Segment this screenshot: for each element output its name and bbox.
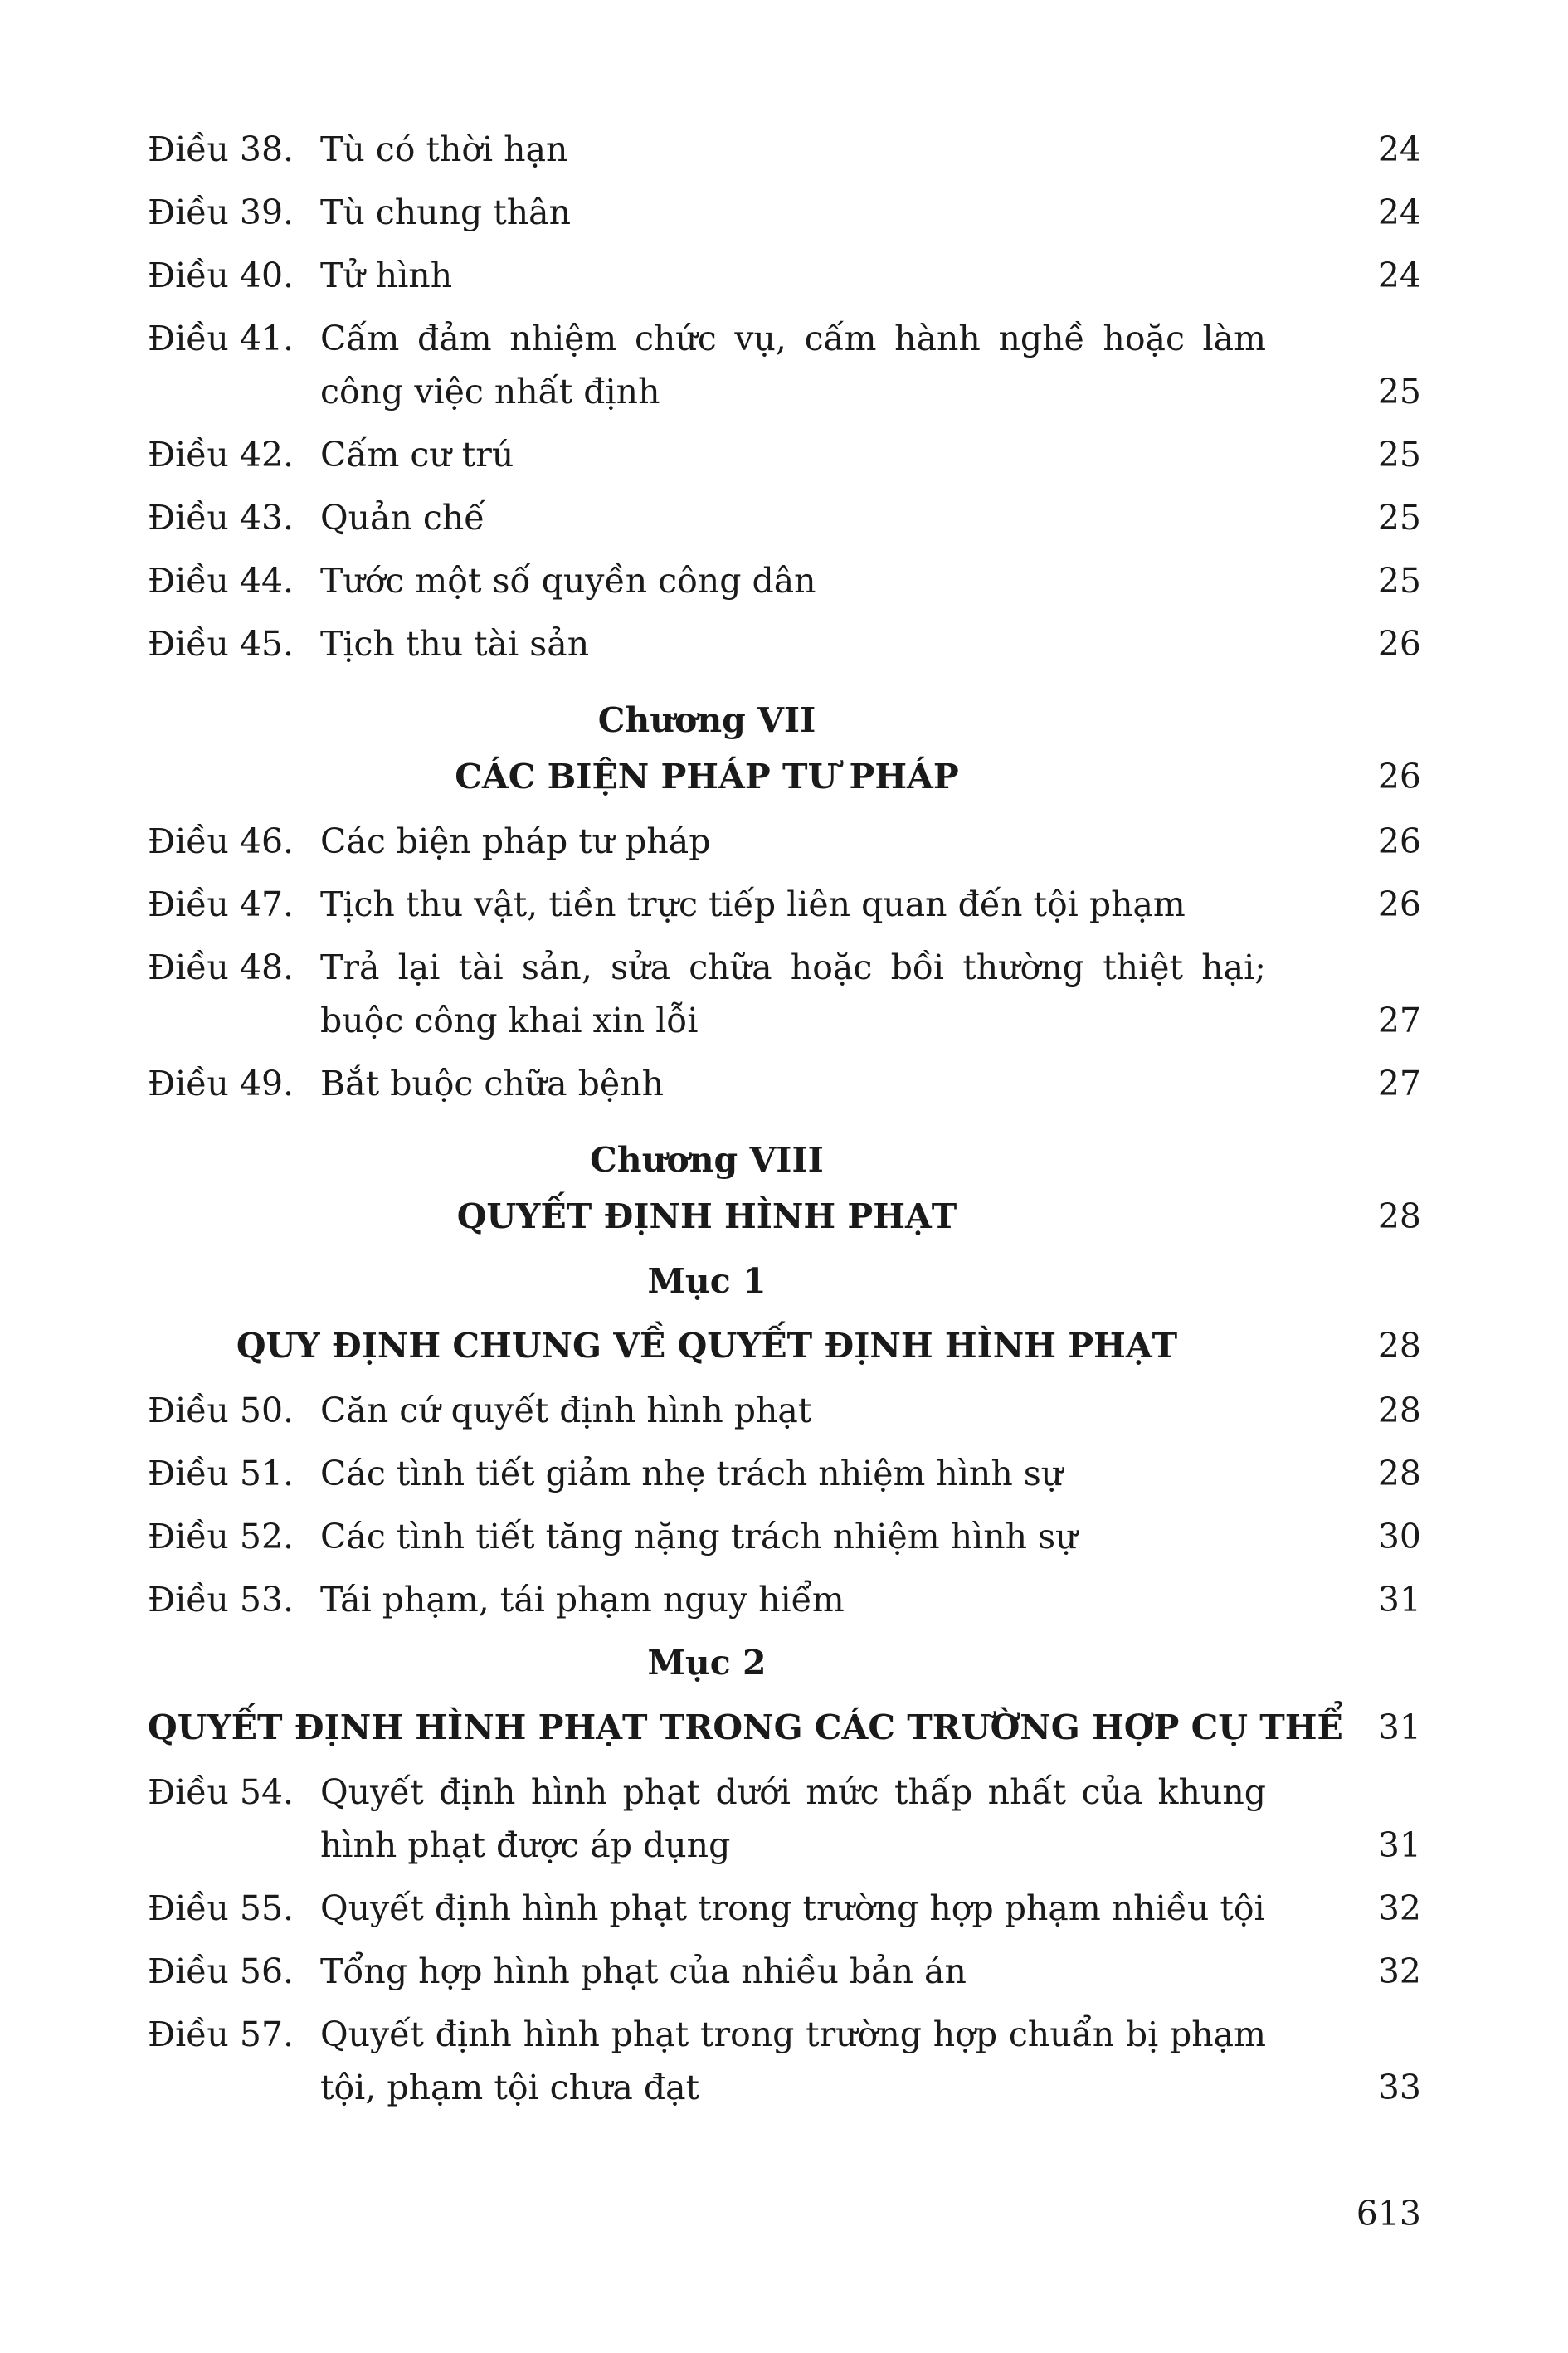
article-title: Tù chung thân [320,192,571,232]
article-number: Điều 46. [148,821,295,861]
article-title: Các biện pháp tư pháp [320,821,711,861]
article-title: Quyết định hình phạt trong trường hợp chuẩn bị phạm tội, phạm tội chưa đạt [320,2014,1266,2107]
article-number: Điều 54. [148,1772,295,1812]
page-number: 33 [1377,2068,1421,2107]
article-title: Quản chế [320,498,485,538]
page-number: 31 [1377,1580,1421,1620]
article-number: Điều 47. [148,884,295,924]
toc-entry [148,1057,1421,1110]
chapter-heading [148,1190,1421,1243]
section-label: Mục 2 [647,1643,767,1683]
page-number: 24 [1377,129,1421,169]
page-number: 26 [1377,821,1421,861]
article-number: Điều 41. [148,319,295,358]
chapter-title: QUYẾT ĐỊNH HÌNH PHẠT [456,1196,957,1236]
section-title: QUYẾT ĐỊNH HÌNH PHẠT TRONG CÁC TRƯỜNG HỢP CỤ THỂ [148,1708,1343,1747]
table-of-contents [148,123,1421,2124]
toc-entry [148,878,1421,931]
article-title: Các tình tiết giảm nhẹ trách nhiệm hình sự [320,1454,1064,1493]
article-number: Điều 39. [148,192,295,232]
toc-entry [148,428,1421,481]
toc-entry [148,491,1421,544]
toc-entry [148,249,1421,302]
section-label: Mục 1 [647,1261,767,1301]
page-number: 26 [1377,624,1421,664]
chapter-heading [148,750,1421,803]
page-number: 25 [1377,498,1421,538]
article-title: Tái phạm, tái phạm nguy hiểm [320,1580,845,1620]
page-number: 24 [1377,256,1421,295]
article-number: Điều 49. [148,1064,295,1103]
section-title: QUY ĐỊNH CHUNG VỀ QUYẾT ĐỊNH HÌNH PHẠT [236,1326,1178,1366]
chapter-label: Chương VII [597,700,816,740]
article-number: Điều 57. [148,2014,295,2054]
article-title: Các tình tiết tăng nặng trách nhiệm hình sự [320,1517,1078,1556]
page-number: 26 [1377,757,1421,797]
article-number: Điều 48. [148,948,295,987]
page-number: 26 [1377,884,1421,924]
article-number: Điều 38. [148,129,295,169]
chapter-label: Chương VIII [590,1140,824,1180]
toc-entry [148,123,1421,176]
article-title: Tịch thu tài sản [320,624,590,664]
article-number: Điều 43. [148,498,295,538]
page-number: 31 [1377,1708,1421,1747]
toc-entry [148,312,1421,418]
page-number: 27 [1377,1001,1421,1040]
toc-entry [148,1882,1421,1935]
page-number: 25 [1377,372,1421,412]
article-title: Tước một số quyền công dân [320,561,816,601]
page-number: 28 [1377,1326,1421,1366]
toc-entry [148,1447,1421,1500]
article-number: Điều 56. [148,1951,295,1991]
page-number: 30 [1377,1517,1421,1556]
section-heading [148,1319,1421,1372]
toc-entry [148,186,1421,239]
article-title: Trả lại tài sản, sửa chữa hoặc bồi thường thiệt hại; buộc công khai xin lỗi [320,948,1266,1040]
page-number: 28 [1377,1454,1421,1493]
article-title: Quyết định hình phạt dưới mức thấp nhất của khung hình phạt được áp dụng [320,1772,1266,1865]
article-title: Tử hình [320,256,453,295]
article-number: Điều 50. [148,1391,295,1430]
article-title: Quyết định hình phạt trong trường hợp phạm nhiều tội [320,1888,1265,1928]
page-number: 32 [1377,1951,1421,1991]
article-title: Căn cứ quyết định hình phạt [320,1391,812,1430]
toc-entry [148,1945,1421,1998]
article-title: Bắt buộc chữa bệnh [320,1064,664,1103]
article-number: Điều 42. [148,435,295,475]
toc-entry [148,941,1421,1047]
article-number: Điều 44. [148,561,295,601]
article-title: Tịch thu vật, tiền trực tiếp liên quan đến tội phạm [320,884,1186,924]
page-number: 25 [1377,435,1421,475]
article-number: Điều 51. [148,1454,295,1493]
page-number: 28 [1377,1391,1421,1430]
toc-entry [148,1766,1421,1872]
page-number: 25 [1377,561,1421,601]
page-number: 24 [1377,192,1421,232]
article-number: Điều 40. [148,256,295,295]
article-title: Tổng hợp hình phạt của nhiều bản án [320,1951,967,1991]
toc-entry [148,1384,1421,1437]
toc-entry [148,1510,1421,1563]
article-number: Điều 55. [148,1888,295,1928]
article-title: Cấm đảm nhiệm chức vụ, cấm hành nghề hoặc làm công việc nhất định [320,319,1266,412]
page-number: 27 [1377,1064,1421,1103]
article-number: Điều 52. [148,1517,295,1556]
toc-entry [148,815,1421,868]
section-heading [148,1701,1421,1754]
article-title: Cấm cư trú [320,435,514,475]
page-number: 32 [1377,1888,1421,1928]
page-folio-number: 613 [1356,2194,1421,2234]
toc-entry [148,2008,1421,2114]
article-number: Điều 45. [148,624,295,664]
article-number: Điều 53. [148,1580,295,1620]
page-number: 28 [1377,1196,1421,1236]
toc-entry [148,617,1421,670]
toc-entry [148,554,1421,607]
toc-entry [148,1573,1421,1626]
article-title: Tù có thời hạn [320,129,568,169]
page-number: 31 [1377,1825,1421,1865]
chapter-title: CÁC BIỆN PHÁP TƯ PHÁP [455,757,959,797]
